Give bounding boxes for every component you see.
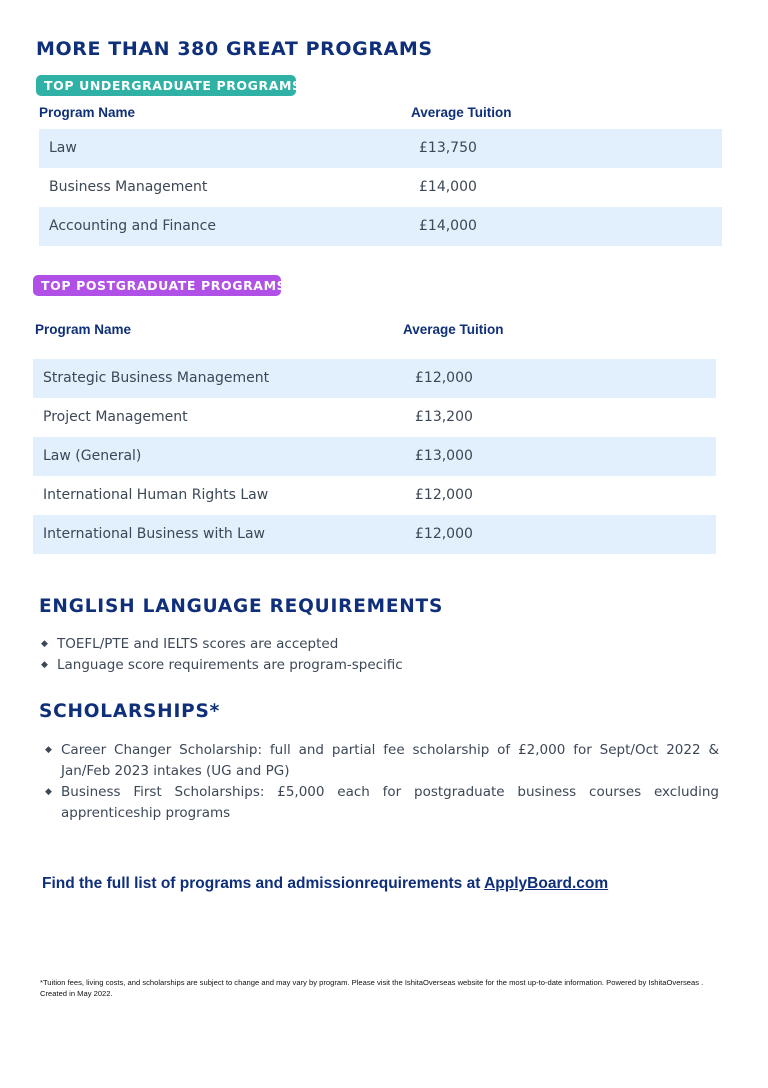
ug-header-program-name: Program Name [39, 105, 136, 120]
undergraduate-badge: TOP UNDERGRADUATE PROGRAMS [36, 75, 296, 96]
applyboard-link[interactable]: ApplyBoard.com [484, 875, 609, 892]
list-item [43, 740, 719, 782]
list-item [39, 655, 739, 676]
postgraduate-programs-table [33, 359, 716, 554]
table-row [33, 515, 716, 554]
pg-header-program-name: Program Name [35, 322, 132, 337]
table-row [39, 168, 722, 207]
list-item-text: Business First Scholarships: £5,000 each for postgraduate business courses excluding apprenticeship programs [61, 784, 719, 821]
bullet-icon: ◆ [45, 787, 52, 797]
scholarships-list [43, 740, 719, 824]
program-name: Law (General) [43, 448, 142, 464]
list-item-text: TOEFL/PTE and IELTS scores are accepted [57, 636, 339, 652]
undergraduate-programs-table [39, 129, 722, 246]
program-name: Strategic Business Management [43, 370, 270, 386]
postgraduate-badge: TOP POSTGRADUATE PROGRAMS [33, 275, 281, 296]
table-row [39, 129, 722, 168]
program-name: International Human Rights Law [43, 487, 269, 503]
list-item [43, 782, 719, 824]
disclaimer-footnote: *Tuition fees, living costs, and scholarships are subject to change and may vary by program. Please visit the IshitaOverseas website for the most up-to-date information. Powered by IshitaOverseas . Created in May 2022. [40, 978, 704, 998]
table-row [33, 398, 716, 437]
program-tuition: £14,000 [419, 218, 477, 234]
program-tuition: £14,000 [419, 179, 477, 195]
bullet-icon: ◆ [41, 659, 48, 670]
program-tuition: £13,200 [415, 409, 473, 425]
table-row [33, 359, 716, 398]
scholarships-heading: SCHOLARSHIPS* [39, 701, 221, 722]
program-tuition: £12,000 [415, 487, 473, 503]
english-requirements-heading: ENGLISH LANGUAGE REQUIREMENTS [39, 596, 444, 617]
bullet-icon: ◆ [45, 745, 52, 755]
program-list-cta [42, 875, 608, 893]
bullet-icon: ◆ [41, 639, 48, 649]
program-name: Business Management [49, 179, 208, 195]
program-name: Project Management [43, 409, 188, 425]
list-item-text: Career Changer Scholarship: full and partial fee scholarship of £2,000 for Sept/Oct 2022 & Jan/Feb 2023 intakes (UG and PG) [61, 742, 719, 779]
ug-header-average-tuition: Average Tuition [411, 105, 512, 120]
program-tuition: £13,750 [419, 140, 477, 156]
cta-text: Find the full list of programs and admissionrequirements at [42, 875, 485, 892]
page-title: MORE THAN 380 GREAT PROGRAMS [36, 38, 433, 60]
program-name: Accounting and Finance [49, 218, 216, 234]
program-name: Law [49, 140, 77, 156]
list-item-text: Language score requirements are program-specific [57, 656, 403, 673]
table-row [33, 437, 716, 476]
pg-header-average-tuition: Average Tuition [403, 322, 504, 337]
table-row [33, 476, 716, 515]
program-tuition: £13,000 [415, 448, 473, 464]
table-row [39, 207, 722, 246]
program-name: International Business with Law [43, 526, 265, 542]
program-tuition: £12,000 [415, 526, 473, 542]
program-tuition: £12,000 [415, 370, 473, 386]
english-requirements-list [39, 634, 739, 675]
list-item [39, 634, 739, 655]
